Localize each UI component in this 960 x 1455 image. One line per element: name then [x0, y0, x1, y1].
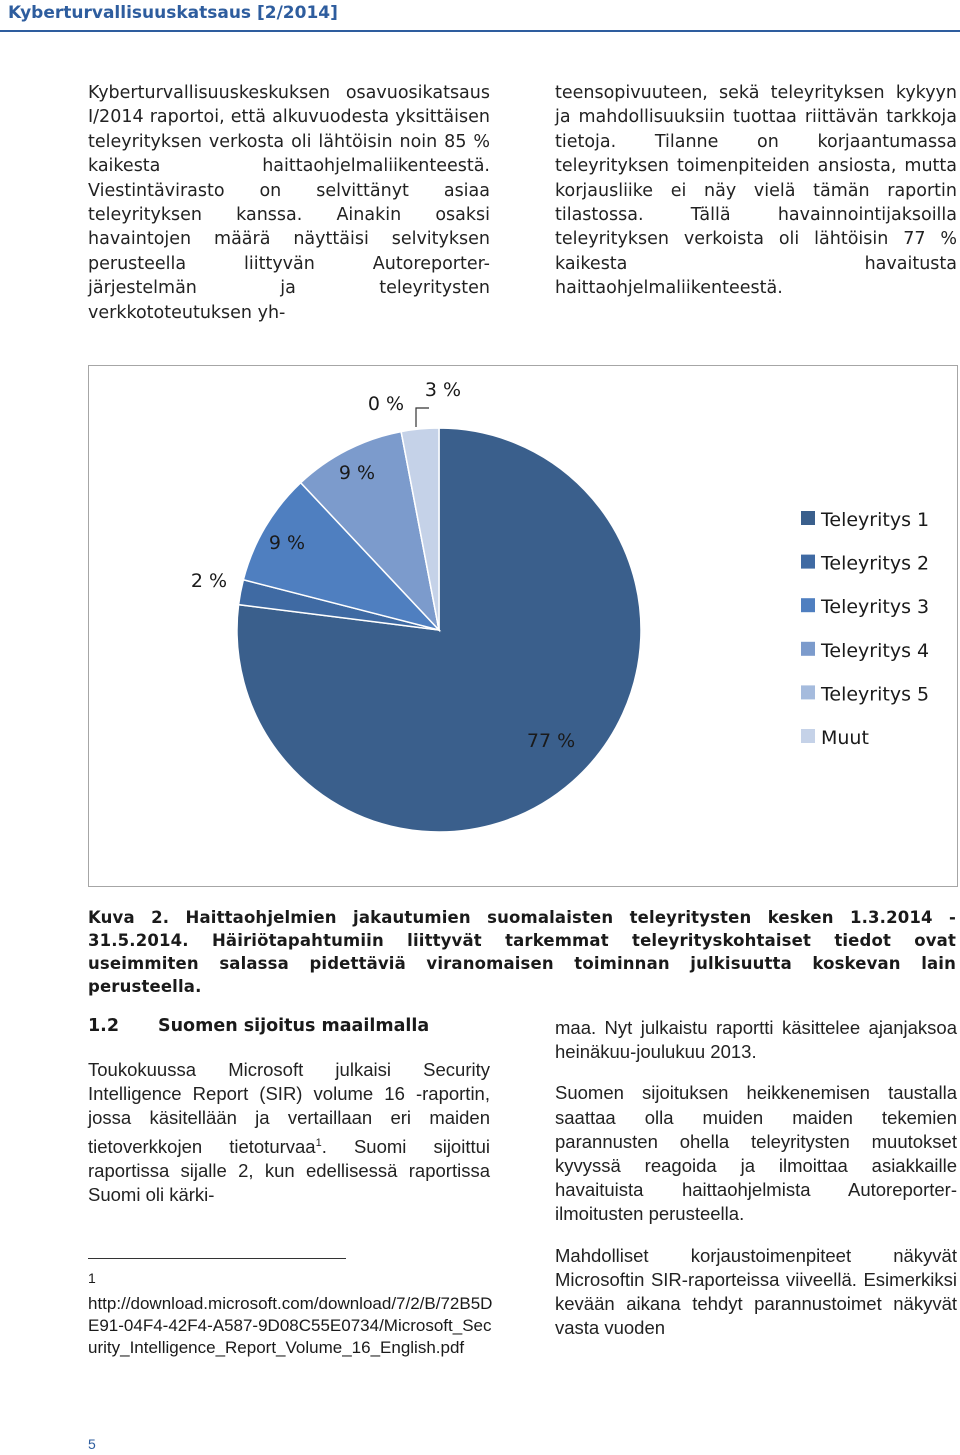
body-left-text-b: . Suomi sijoittui raportissa sijalle 2, kun edellisessä raportissa Suomi oli kärki- [88, 1135, 491, 1206]
section-heading [88, 1016, 429, 1036]
footnote-rule [88, 1258, 346, 1259]
legend-swatch-5 [801, 685, 815, 699]
pie-data-label-6: 3 % [424, 379, 462, 401]
body-left-text-a: Toukokuussa Microsoft julkaisi Security Intelligence Report (SIR) volume 16 -raportin, jossa käsitellään ja vertaillaan eri maiden tietoverkkojen tietoturvaa [88, 1059, 490, 1157]
body-left-paragraph [88, 1058, 490, 1207]
legend-label-6: Muut [821, 727, 869, 749]
document-title: Kyberturvallisuuskatsaus [2/2014] [8, 3, 338, 23]
body-right-paragraph-1: maa. Nyt julkaistu raportti käsittelee ajanjaksoa heinäkuu-joulukuu 2013. [555, 1017, 957, 1063]
legend-swatch-4 [801, 642, 815, 656]
body-right-column [555, 1016, 957, 1357]
legend-label-5: Teleyritys 5 [821, 683, 930, 706]
legend-label-1: Teleyritys 1 [821, 509, 930, 531]
footnote-reference[interactable]: 1 [315, 1136, 322, 1149]
intro-left-paragraph: Kyberturvallisuuskeskuksen osavuosikatsaus I/2014 raportoi, että alkuvuodesta yksittäisen teleyrityksen verkosta oli lähtöisin noin 85 % kaikesta haittaohjelmaliikenteestä. Viestintävirasto on selvittänyt asiaa teleyrityksen kanssa. Ainakin osaksi havaintojen määrä näyttäisi selvityksen perusteella liittyvän Autoreporter-järjestelmän ja teleyritysten verkkototeutuksen yh- [88, 83, 490, 323]
legend-label-4: Teleyritys 4 [821, 639, 930, 662]
figure-caption: Kuva 2. Haittaohjelmien jakautumien suomalaisten teleyritysten kesken 1.3.2014 - 31.5.2014. Häiriötapahtumiin liittyvät tarkemmat teleyrityskohtaiset tiedot ovat useimmiten salassa pidettäviä viranomaisen toiminnan julkisuutta koskevan lain perusteella. [88, 908, 956, 996]
pie-data-label-4: 9 % [338, 462, 376, 484]
chart-frame [88, 365, 958, 887]
footnote-link[interactable]: http://download.microsoft.com/download/7/2/B/72B5DE91-04F4-42F4-A587-9D08C55E0734/Microsoft_Security_Intelligence_Report_Volume_16_English.pdf [88, 1294, 493, 1357]
legend-label-3: Teleyritys 3 [821, 596, 930, 619]
body-left-column [88, 1058, 490, 1224]
legend-swatch-6 [801, 729, 815, 743]
header-rule [0, 30, 960, 32]
footnote-mark: 1 [88, 1270, 96, 1286]
chart-legend [801, 509, 929, 749]
legend-swatch-3 [801, 598, 815, 612]
label-leader-line [416, 408, 429, 427]
pie-data-label-5: 0 % [367, 393, 405, 415]
legend-swatch-2 [801, 555, 815, 569]
legend-swatch-1 [801, 511, 815, 525]
intro-left-column [88, 81, 490, 325]
page-header [0, 0, 960, 30]
pie-chart [89, 366, 957, 886]
section-number: 1.2 [88, 1016, 120, 1036]
pie-data-label-1: 77 % [526, 730, 576, 752]
pie-slices [237, 428, 641, 832]
legend-label-2: Teleyritys 2 [821, 552, 930, 575]
body-right-paragraph-2: Suomen sijoituksen heikkenemisen taustalla saattaa olla muiden maiden tekemien parannusten ohella teleyritysten muutokset kyvyssä reagoida ja ilmoittaa asiakkaille havaituista haittaohjelmista Autoreporter-ilmoitusten perusteella. [555, 1082, 957, 1225]
intro-right-paragraph: teensopivuuteen, sekä teleyrityksen kykyyn ja mahdollisuuksiin tuottaa riittävän tarkkoja tietoja. Tilanne on korjaantumassa teleyrityksen toimenpiteiden ansiosta, mutta korjausliike ei näy vielä tämän raportin tilastossa. Tällä havainnointijaksoilla teleyrityksen verkoista oli lähtöisin 77 % kaikesta havaitusta haittaohjelmaliikenteestä. [555, 83, 957, 299]
intro-right-column [555, 81, 957, 301]
page-number: 5 [88, 1436, 96, 1452]
section-title: Suomen sijoitus maailmalla [158, 1016, 430, 1036]
pie-data-label-3: 9 % [268, 532, 306, 554]
body-right-paragraph-3: Mahdolliset korjaustoimenpiteet näkyvät Microsoftin SIR-raporteissa viiveellä. Esimerkiksi kevään aikana tehdyt parannustoimet näkyvät vasta vuoden [555, 1244, 957, 1339]
pie-data-label-2: 2 % [190, 570, 228, 592]
